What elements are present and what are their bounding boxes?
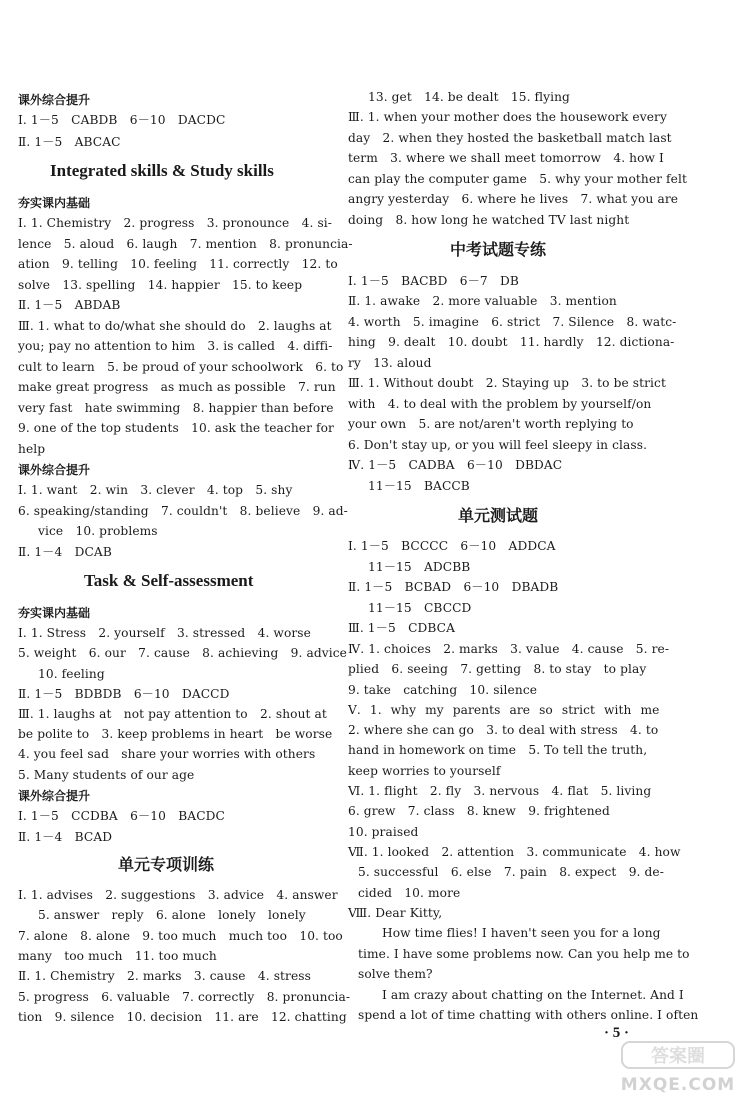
- answer-line: Ⅷ. Dear Kitty,: [348, 906, 443, 920]
- letter-line: spend a lot of time chatting with others online. I often: [358, 1008, 699, 1022]
- answer-line: Ⅲ. 1. laughs at not pay attention to 2. shout at: [18, 707, 327, 721]
- answer-line: hing 9. dealt 10. doubt 11. hardly 12. dictiona-: [348, 335, 675, 349]
- page-number: · 5 ·: [604, 1025, 630, 1041]
- answer-line: Ⅰ. 1. Stress 2. yourself 3. stressed 4. worse: [18, 626, 311, 640]
- answer-line: solve 13. spelling 14. happier 15. to keep: [18, 278, 303, 292]
- answer-line: very fast hate swimming 8. happier than before: [18, 401, 334, 415]
- letter-line: How time flies! I haven't seen you for a long: [382, 926, 661, 940]
- answer-line: Ⅳ. 1－5 CADBA 6－10 DBDAC: [348, 458, 563, 472]
- section-title: 单元专项训练: [118, 855, 215, 874]
- answer-line: your own 5. are not/aren't worth replying to: [348, 417, 634, 431]
- answer-line: Ⅳ. 1. choices 2. marks 3. value 4. cause 5. re-: [348, 642, 670, 656]
- answer-line: Ⅱ. 1. Chemistry 2. marks 3. cause 4. stress: [18, 969, 312, 983]
- answer-line: Ⅰ. 1－5 BCCCC 6－10 ADDCA: [348, 539, 556, 553]
- answer-line: be polite to 3. keep problems in heart be worse: [18, 727, 333, 741]
- answer-line: 5. answer reply 6. alone lonely lonely: [38, 908, 306, 922]
- answer-line: ry 13. aloud: [348, 356, 432, 370]
- answer-line: Ⅰ. 1. want 2. win 3. clever 4. top 5. shy: [18, 483, 293, 497]
- answer-line: Ⅰ. 1－5 CCDBA 6－10 BACDC: [18, 809, 225, 823]
- letter-line: time. I have some problems now. Can you help me to: [358, 947, 690, 961]
- answer-line: 10. feeling: [38, 667, 105, 681]
- section-title: 中考试题专练: [450, 240, 547, 259]
- section-title: Integrated skills & Study skills: [50, 161, 274, 180]
- answer-line: 5. progress 6. valuable 7. correctly 8. pronuncia-: [18, 990, 351, 1004]
- answer-line: 9. take catching 10. silence: [348, 683, 538, 697]
- watermark-logo-text: 答案圈: [651, 1046, 705, 1067]
- answer-line: 4. worth 5. imagine 6. strict 7. Silence 8. watc-: [348, 315, 677, 329]
- answer-line: Ⅲ. 1－5 CDBCA: [348, 621, 455, 635]
- answer-line: cided 10. more: [358, 886, 461, 900]
- answer-line: Ⅰ. 1－5 CABDB 6－10 DACDC: [18, 113, 226, 127]
- answer-line: angry yesterday 6. where he lives 7. what you are: [348, 192, 679, 206]
- answer-line: 5. weight 6. our 7. cause 8. achieving 9. advice: [18, 646, 347, 660]
- answer-line: doing 8. how long he watched TV last night: [348, 213, 630, 227]
- answer-line: 4. you feel sad share your worries with others: [18, 747, 316, 761]
- answer-line: 10. praised: [348, 825, 419, 839]
- answer-line: you; pay no attention to him 3. is called 4. diffi-: [18, 339, 333, 353]
- answer-line: Ⅰ. 1. advises 2. suggestions 3. advice 4. answer: [18, 888, 338, 902]
- answer-line: lence 5. aloud 6. laugh 7. mention 8. pronuncia-: [18, 237, 353, 251]
- answer-line: keep worries to yourself: [348, 764, 501, 778]
- answer-line: Ⅱ. 1－4 BCAD: [18, 830, 113, 844]
- answer-line: Ⅲ. 1. Without doubt 2. Staying up 3. to be strict: [348, 376, 666, 390]
- section-heading: 夯实课内基础: [18, 606, 91, 620]
- answer-line: Ⅱ. 1－5 BDBDB 6－10 DACCD: [18, 687, 230, 701]
- answer-line: plied 6. seeing 7. getting 8. to stay to play: [348, 662, 647, 676]
- answer-line: with 4. to deal with the problem by yourself/on: [348, 397, 652, 411]
- answer-line: 13. get 14. be dealt 15. flying: [368, 90, 570, 104]
- answer-line: Ⅰ. 1－5 BACBD 6－7 DB: [348, 274, 519, 288]
- answer-line: vice 10. problems: [38, 524, 158, 538]
- answer-line: 9. one of the top students 10. ask the teacher for: [18, 421, 334, 435]
- answer-line: 6. Don't stay up, or you will feel sleepy in class.: [348, 438, 648, 452]
- answer-line: Ⅴ. 1. why my parents are so strict with me: [348, 703, 660, 717]
- answer-line: Ⅲ. 1. when your mother does the housework every: [348, 110, 667, 124]
- answer-line: 11－15 ADCBB: [368, 560, 471, 574]
- answer-line: 6. grew 7. class 8. knew 9. frightened: [348, 804, 610, 818]
- answer-line: Ⅲ. 1. what to do/what she should do 2. laughs at: [18, 319, 332, 333]
- letter-line: solve them?: [358, 967, 433, 981]
- section-title: 单元测试题: [458, 506, 539, 525]
- letter-line: I am crazy about chatting on the Internet. And I: [382, 988, 684, 1002]
- answer-line: hand in homework on time 5. To tell the truth,: [348, 743, 648, 757]
- section-heading: 课外综合提升: [18, 463, 91, 477]
- answer-line: day 2. when they hosted the basketball match last: [348, 131, 672, 145]
- watermark-logo: [618, 1040, 738, 1096]
- answer-line: can play the computer game 5. why your mother felt: [348, 172, 687, 186]
- answer-line: Ⅱ. 1－5 ABCAC: [18, 135, 121, 149]
- answer-line: cult to learn 5. be proud of your schoolwork 6. to: [18, 360, 344, 374]
- answer-line: help: [18, 442, 46, 456]
- answer-line: Ⅵ. 1. flight 2. fly 3. nervous 4. flat 5. living: [348, 784, 652, 798]
- watermark-text: MXQE.COM: [620, 1075, 736, 1095]
- answer-line: 6. speaking/standing 7. couldn't 8. believe 9. ad-: [18, 504, 348, 518]
- answer-line: term 3. where we shall meet tomorrow 4. how I: [348, 151, 664, 165]
- section-heading: 夯实课内基础: [18, 196, 91, 210]
- answer-line: Ⅰ. 1. Chemistry 2. progress 3. pronounce 4. si-: [18, 216, 333, 230]
- answer-line: 11－15 CBCCD: [368, 601, 472, 615]
- answer-line: 2. where she can go 3. to deal with stress 4. to: [348, 723, 659, 737]
- answer-line: Ⅱ. 1－4 DCAB: [18, 545, 112, 559]
- answer-line: 7. alone 8. alone 9. too much much too 10. too: [18, 929, 343, 943]
- answer-line: 5. Many students of our age: [18, 768, 195, 782]
- section-heading: 课外综合提升: [18, 93, 91, 107]
- answer-line: 11－15 BACCB: [368, 479, 470, 493]
- section-title: Task & Self-assessment: [84, 571, 254, 590]
- answer-line: Ⅱ. 1－5 BCBAD 6－10 DBADB: [348, 580, 559, 594]
- answer-line: tion 9. silence 10. decision 11. are 12. chatting: [18, 1010, 347, 1024]
- answer-line: 5. successful 6. else 7. pain 8. expect 9. de-: [358, 865, 664, 879]
- answer-line: make great progress as much as possible 7. run: [18, 380, 336, 394]
- answer-line: many too much 11. too much: [18, 949, 217, 963]
- answer-line: ation 9. telling 10. feeling 11. correctly 12. to: [18, 257, 338, 271]
- answer-line: Ⅱ. 1－5 ABDAB: [18, 298, 121, 312]
- section-heading: 课外综合提升: [18, 789, 91, 803]
- answer-line: Ⅱ. 1. awake 2. more valuable 3. mention: [348, 294, 617, 308]
- answer-line: Ⅶ. 1. looked 2. attention 3. communicate 4. how: [348, 845, 681, 859]
